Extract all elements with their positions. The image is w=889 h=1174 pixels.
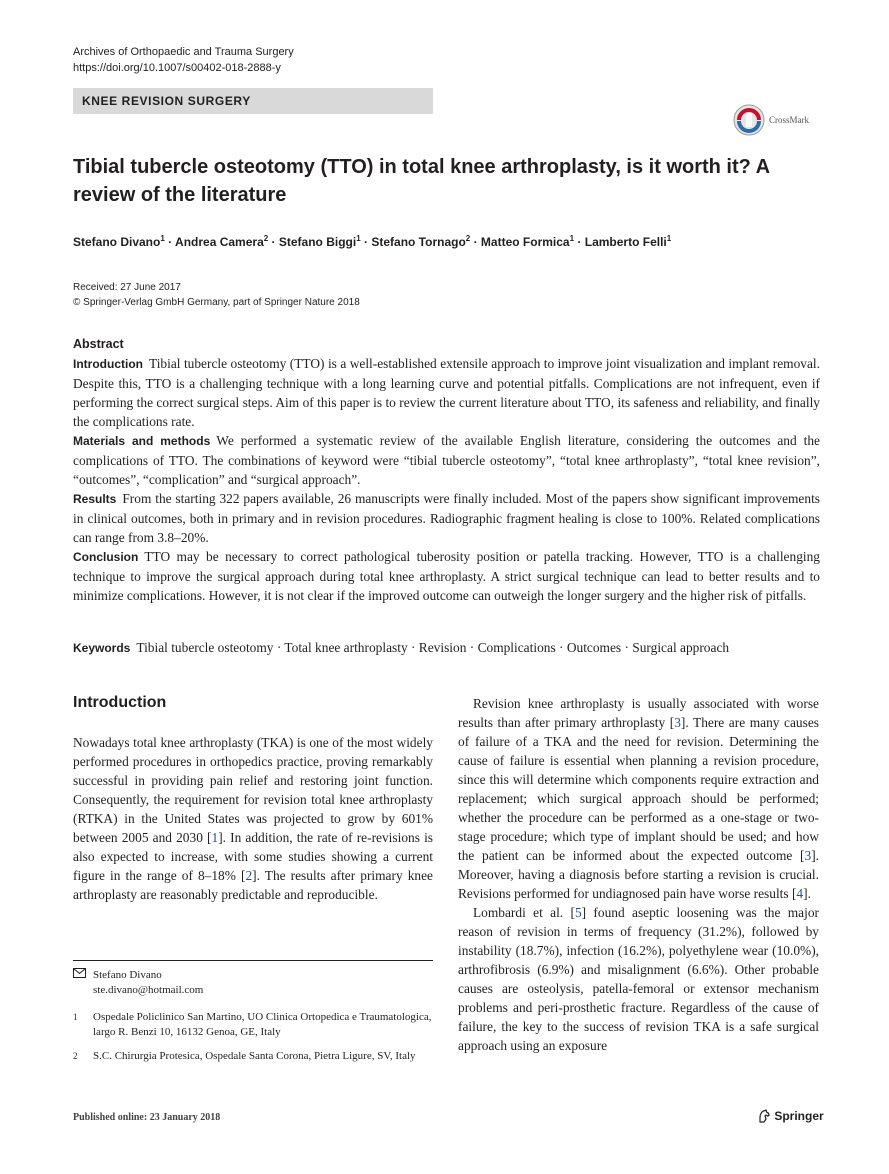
section-label: KNEE REVISION SURGERY: [82, 94, 251, 108]
affiliation-mark: 1: [73, 1012, 78, 1022]
affiliation-1: [73, 1010, 433, 1040]
section-heading-introduction: Introduction: [73, 694, 167, 711]
doi-link[interactable]: https://doi.org/10.1007/s00402-018-2888-y: [73, 62, 281, 74]
abstract-label: Introduction: [73, 357, 143, 371]
crossmark-icon: [733, 104, 765, 136]
citation-link[interactable]: 5: [574, 905, 582, 920]
affiliation-2: [73, 1049, 433, 1064]
footnotes: [73, 968, 433, 1064]
corresponding-author: [73, 968, 433, 998]
body-paragraph: [458, 903, 819, 1055]
journal-name: Archives of Orthopaedic and Trauma Surgery: [73, 46, 294, 58]
abstract-heading: Abstract: [73, 337, 124, 351]
footnote-divider: [73, 960, 433, 961]
section-band: [73, 88, 433, 114]
abstract-label: Results: [73, 492, 117, 506]
paragraph-text: ]. In addition, the rate of re-revisions is also expected to increase, with some studies showing a current figure in the range of 8–18% [: [73, 830, 433, 883]
abstract-text: From the starting 322 papers available, 26 manuscripts were finally included. Most of the papers show significant improvements in clinical outcomes, both in primary and in revision procedures. Radiographic fragment healing is close to 100%. Related complications can range from 3.8–20%.: [73, 491, 820, 545]
copyright-line: © Springer-Verlag GmbH Germany, part of Springer Nature 2018: [73, 297, 360, 308]
envelope-icon: [73, 968, 86, 983]
abstract-text: TTO may be necessary to correct pathological tuberosity position or patella tracking. However, TTO is a challenging technique to improve the surgical approach during total knee arthroplasty. A strict surgical technique can lead to better results and to minimize complications. However, it is not clear if the improved outcome can outweigh the longer surgery and the higher risk of pitfalls.: [73, 549, 820, 603]
article-meta: [73, 280, 360, 310]
author-name[interactable]: Stefano Biggi: [278, 235, 357, 249]
received-date: Received: 27 June 2017: [73, 282, 181, 293]
paragraph-text: ]. The results after primary knee arthroplasty are reasonably predictable and reproducible.: [73, 868, 434, 902]
author-name[interactable]: Stefano Tornago: [371, 235, 466, 249]
author-affiliation-mark: 1: [356, 234, 361, 243]
abstract-conclusion: [73, 547, 820, 605]
author-affiliation-mark: 1: [160, 234, 165, 243]
abstract-text: Tibial tubercle osteotomy (TTO) is a well-established extensile approach to improve joint visualization and implant removal. Despite this, TTO is a challenging technique with a long learning curve and potential pitfalls. Complications are not infrequent, even if performing the correct surgical steps. Aim of this paper is to review the current literature about TTO, its safeness and reliability, and finally the complications rate.: [73, 356, 820, 429]
contact-email[interactable]: ste.divano@hotmail.com: [93, 984, 204, 996]
paragraph-text: ].: [803, 886, 811, 901]
abstract-results: [73, 489, 820, 547]
citation-link[interactable]: 1: [211, 830, 219, 845]
article-title: Tibial tubercle osteotomy (TTO) in total knee arthroplasty, is it worth it? A review of the literature: [73, 156, 770, 206]
abstract-label: Conclusion: [73, 550, 139, 564]
publisher-logo: [757, 1108, 824, 1123]
keywords: [73, 638, 729, 658]
right-column: [458, 694, 819, 1055]
paragraph-text: ]. There are many causes of failure of a TKA and the need for revision. Determining the cause of failure is essential when planning a revision procedure, since this will determine which components require extraction and replacement; which surgical approach should be performed; whether the procedure can be performed as a one-stage or two-stage procedure; which type of implant should be used; and how the patient can be informed about the expected outcome [: [458, 715, 819, 863]
abstract-introduction: [73, 354, 820, 431]
author-name[interactable]: Andrea Camera: [175, 235, 264, 249]
paragraph-text: Nowadays total knee arthroplasty (TKA) is one of the most widely performed procedures in orthopedics practice, proving remarkably successful in providing pain relief and restoring joint function. Consequently, the requirement for revision total knee arthroplasty (RTKA) in the United States was projected to grow by 601% between 2005 and 2030 [: [73, 735, 433, 845]
springer-horse-icon: [757, 1109, 771, 1123]
author-list: Stefano Divano$^1$ · Andrea Camera$^2$ · Stefano Biggi$^1$ · Stefano Tornago$^2$ · Matteo Formica$^1$ · Lamberto Felli$^1$: [73, 234, 672, 249]
author-name[interactable]: Stefano Divano: [73, 235, 161, 249]
crossmark-badge[interactable]: [733, 104, 833, 138]
affiliation-text: S.C. Chirurgia Protesica, Ospedale Santa Corona, Pietra Ligure, SV, Italy: [93, 1050, 416, 1062]
citation-link[interactable]: 3: [674, 715, 681, 730]
body-paragraph: [458, 694, 819, 903]
author-affiliation-mark: 1: [666, 234, 672, 243]
abstract-label: Materials and methods: [73, 434, 211, 448]
author-affiliation-mark: 2: [465, 234, 471, 243]
paragraph-text: ] found aseptic loosening was the major reason of revision in terms of frequency (31.2%), followed by instability (18.7%), infection (16.2%), polyethylene wear (10.0%), arthrofibrosis (6.9%) and misalignment (6.6%). Other probable causes are osteolysis, patella-femoral or extensor mechanism problems and peri-prosthetic fracture. Regardless of the cause of failure, the key to the success of revision TKA is a safe surgical approach using an exposure: [458, 905, 819, 1053]
affiliation-mark: 2: [73, 1051, 78, 1061]
contact-name: Stefano Divano: [93, 969, 162, 981]
body-paragraph: [73, 733, 433, 904]
author-affiliation-mark: 2: [263, 234, 269, 243]
author-name[interactable]: Lamberto Felli: [584, 235, 667, 249]
paragraph-text: Lombardi et al. [: [473, 905, 575, 920]
citation-link[interactable]: 3: [804, 848, 812, 863]
paragraph-text: ]. Moreover, having a diagnosis before starting a revision is crucial. Revisions performed for undiagnosed pain have worse results [: [458, 848, 819, 901]
publisher-name: Springer: [774, 1108, 824, 1123]
abstract-methods: [73, 431, 820, 489]
citation-link[interactable]: 4: [796, 886, 804, 901]
author-affiliation-mark: 1: [569, 234, 575, 243]
abstract-text: We performed a systematic review of the available English literature, considering the outcomes and the complications of TTO. The combinations of keyword were “tibial tubercle osteotomy”, “total knee arthroplasty”, “total knee revision”, “outcomes”, “complication” and “surgical approach”.: [73, 433, 821, 487]
published-date: Published online: 23 January 2018: [73, 1112, 221, 1123]
crossmark-label: CrossMark: [769, 115, 809, 125]
citation-link[interactable]: 2: [245, 868, 253, 883]
journal-header: [73, 44, 294, 76]
left-column: [73, 692, 433, 904]
keywords-text: Tibial tubercle osteotomy · Total knee arthroplasty · Revision · Complications · Outcomes · Surgical approach: [136, 640, 730, 655]
author-name[interactable]: Matteo Formica: [480, 235, 570, 249]
paragraph-text: Revision knee arthroplasty is usually associated with worse results than after primary arthroplasty [: [458, 696, 819, 730]
keywords-label: Keywords: [73, 641, 131, 655]
abstract: [73, 336, 820, 605]
affiliation-text: Ospedale Policlinico San Martino, UO Clinica Ortopedica e Traumatologica, largo R. Benzi 10, 16132 Genoa, GE, Italy: [93, 1011, 432, 1038]
